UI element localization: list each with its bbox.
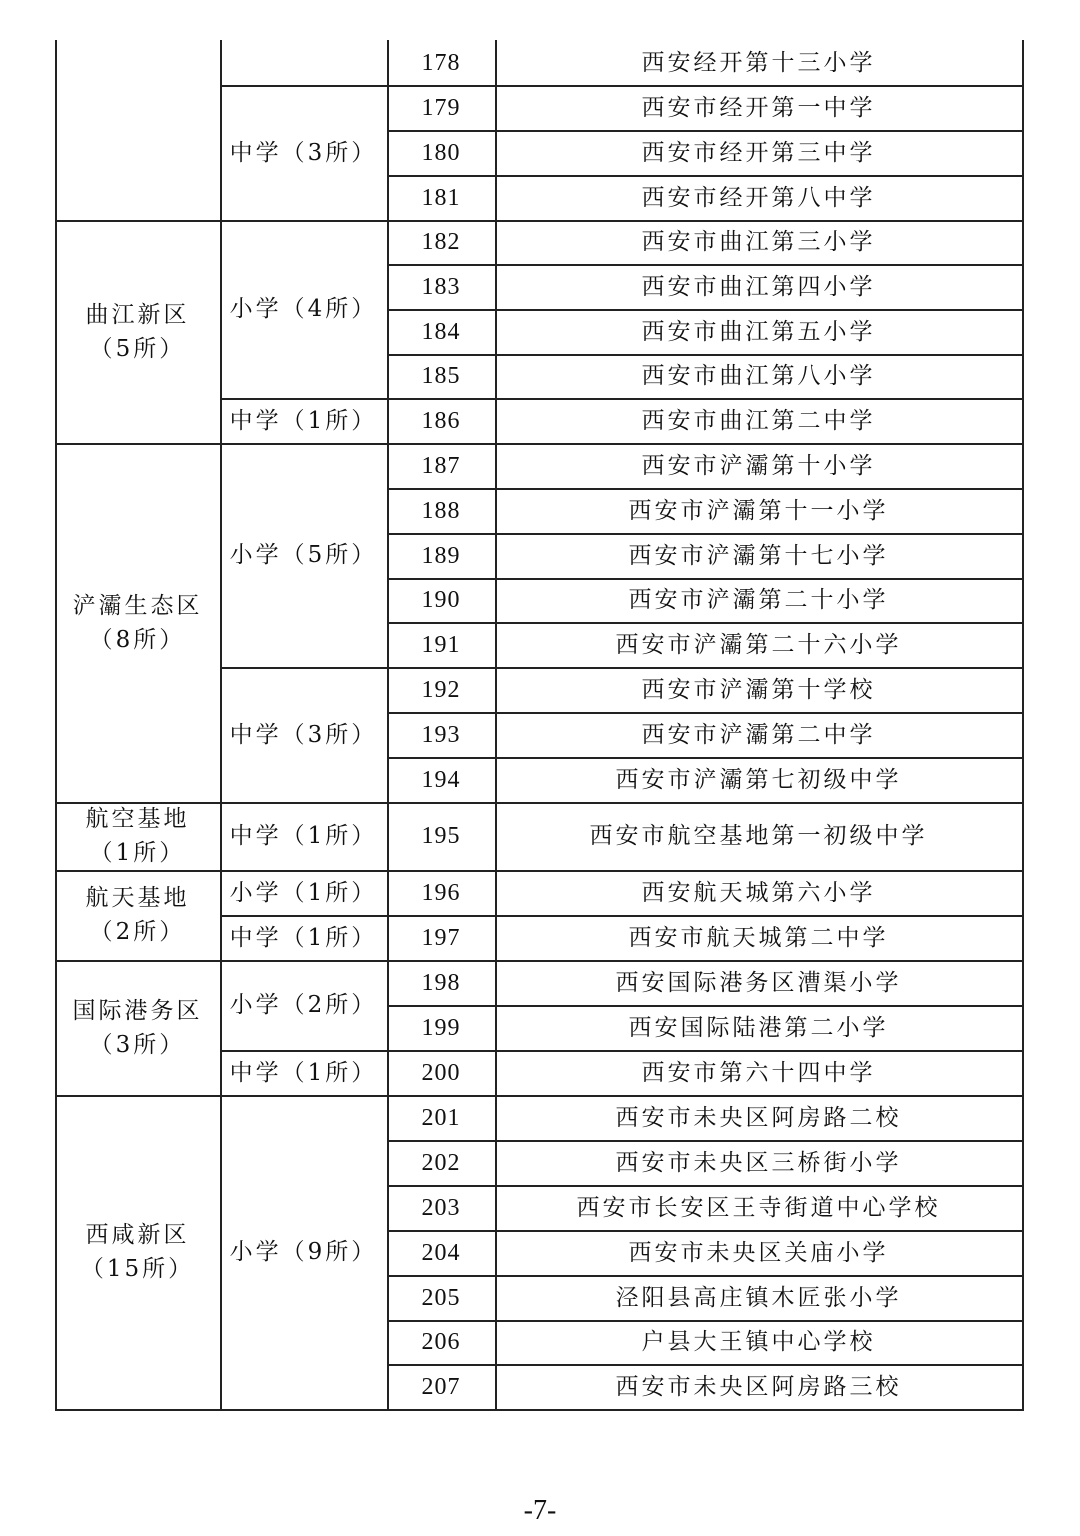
district-name — [55, 1095, 220, 1409]
school-category: 小学（9所） — [229, 1239, 378, 1265]
school-number: 200 — [421, 1059, 461, 1086]
school-number: 197 — [421, 924, 461, 951]
school-number: 203 — [421, 1194, 461, 1221]
school-name: 西安市浐灞第七初级中学 — [615, 766, 902, 793]
school-category: 小学（5所） — [229, 542, 378, 568]
school-name: 西安市未央区阿房路三校 — [615, 1373, 902, 1400]
school-name: 西安市浐灞第二十小学 — [628, 587, 889, 613]
district-divider — [55, 1409, 220, 1411]
school-number: 207 — [421, 1373, 461, 1400]
school-number: 188 — [421, 497, 461, 524]
district-name — [55, 443, 220, 802]
school-number: 179 — [421, 94, 461, 121]
school-name: 西安经开第十三小学 — [641, 49, 876, 76]
row-divider — [387, 1409, 1024, 1411]
school-number: 183 — [421, 273, 461, 300]
school-name: 西安市长安区王寺街道中心学校 — [576, 1194, 941, 1221]
school-number: 184 — [421, 318, 461, 345]
school-name: 西安市曲江第三小学 — [641, 229, 876, 255]
district-line2: （1所） — [89, 840, 186, 866]
school-category: 中学（1所） — [229, 407, 378, 434]
school-number: 187 — [421, 452, 461, 479]
district-name — [55, 40, 220, 220]
school-name: 西安市曲江第八小学 — [641, 363, 876, 389]
school-name: 西安市未央区阿房路二校 — [615, 1104, 902, 1131]
school-number: 206 — [421, 1329, 461, 1355]
school-number: 185 — [421, 363, 461, 389]
district-line2: （2所） — [89, 919, 186, 945]
school-number: 192 — [421, 676, 461, 703]
school-number: 178 — [421, 49, 461, 76]
school-category: 中学（1所） — [229, 924, 378, 951]
school-name: 西安市未央区三桥街小学 — [615, 1149, 902, 1176]
school-name: 户县大王镇中心学校 — [641, 1329, 876, 1355]
school-name: 西安市曲江第五小学 — [641, 318, 876, 345]
school-number: 198 — [421, 969, 461, 996]
school-name: 西安市未央区关庙小学 — [628, 1239, 889, 1266]
school-name: 西安市浐灞第二中学 — [641, 721, 876, 748]
school-name: 西安航天城第六小学 — [641, 879, 876, 906]
district-name — [55, 960, 220, 1095]
column-divider — [1022, 40, 1024, 1409]
school-name: 西安国际港务区漕渠小学 — [615, 969, 902, 996]
school-category: 中学（1所） — [229, 823, 378, 849]
school-name: 西安市航空基地第一初级中学 — [589, 823, 928, 849]
district-line2: （5所） — [89, 335, 186, 362]
school-name: 西安市经开第一中学 — [641, 94, 876, 121]
district-line1: 国际港务区 — [72, 997, 203, 1024]
district-name — [55, 870, 220, 960]
school-category: 中学（3所） — [229, 721, 378, 748]
district-line1: 航空基地 — [85, 806, 190, 832]
school-category: 小学（1所） — [229, 879, 378, 906]
school-number: 180 — [421, 139, 461, 166]
school-number: 181 — [421, 184, 461, 211]
school-name: 西安市浐灞第十小学 — [641, 452, 876, 479]
district-line1: 航天基地 — [85, 885, 190, 911]
school-name: 西安市第六十四中学 — [641, 1059, 876, 1086]
school-name: 西安市曲江第四小学 — [641, 273, 876, 300]
school-number: 182 — [421, 229, 461, 255]
school-name: 西安国际陆港第二小学 — [628, 1014, 889, 1041]
category-divider — [220, 1409, 387, 1411]
school-number: 199 — [421, 1014, 461, 1041]
school-number: 191 — [421, 631, 461, 658]
district-name — [55, 802, 220, 870]
school-number: 201 — [421, 1104, 461, 1131]
school-name: 西安市浐灞第二十六小学 — [615, 631, 902, 658]
school-name: 西安市航天城第二中学 — [628, 924, 889, 951]
school-number: 204 — [421, 1239, 461, 1266]
district-line2: （3所） — [89, 1031, 186, 1058]
district-line2: （8所） — [89, 626, 186, 653]
school-number: 193 — [421, 721, 461, 748]
school-category: 小学（2所） — [229, 992, 378, 1018]
district-line1: 西咸新区 — [85, 1222, 190, 1248]
school-category: 小学（4所） — [229, 296, 378, 322]
school-number: 205 — [421, 1284, 461, 1311]
district-line1: 浐灞生态区 — [72, 592, 203, 619]
school-number: 190 — [421, 587, 461, 613]
school-name: 泾阳县高庄镇木匠张小学 — [615, 1284, 902, 1311]
school-name: 西安市经开第三中学 — [641, 139, 876, 166]
school-number: 195 — [421, 823, 461, 849]
school-name: 西安市浐灞第十一小学 — [628, 497, 889, 524]
school-number: 202 — [421, 1149, 461, 1176]
school-category — [220, 40, 387, 85]
district-name — [55, 220, 220, 443]
school-number: 189 — [421, 542, 461, 569]
school-name: 西安市曲江第二中学 — [641, 407, 876, 434]
school-category: 中学（3所） — [229, 139, 378, 166]
school-number: 186 — [421, 407, 461, 434]
page-number: -7- — [523, 1495, 557, 1526]
school-category: 中学（1所） — [229, 1059, 378, 1086]
school-name: 西安市经开第八中学 — [641, 184, 876, 211]
school-number: 194 — [421, 766, 461, 793]
district-line2: （15所） — [80, 1256, 195, 1282]
school-number: 196 — [421, 879, 461, 906]
school-name: 西安市浐灞第十学校 — [641, 676, 876, 703]
district-line1: 曲江新区 — [85, 301, 190, 328]
school-name: 西安市浐灞第十七小学 — [628, 542, 889, 569]
